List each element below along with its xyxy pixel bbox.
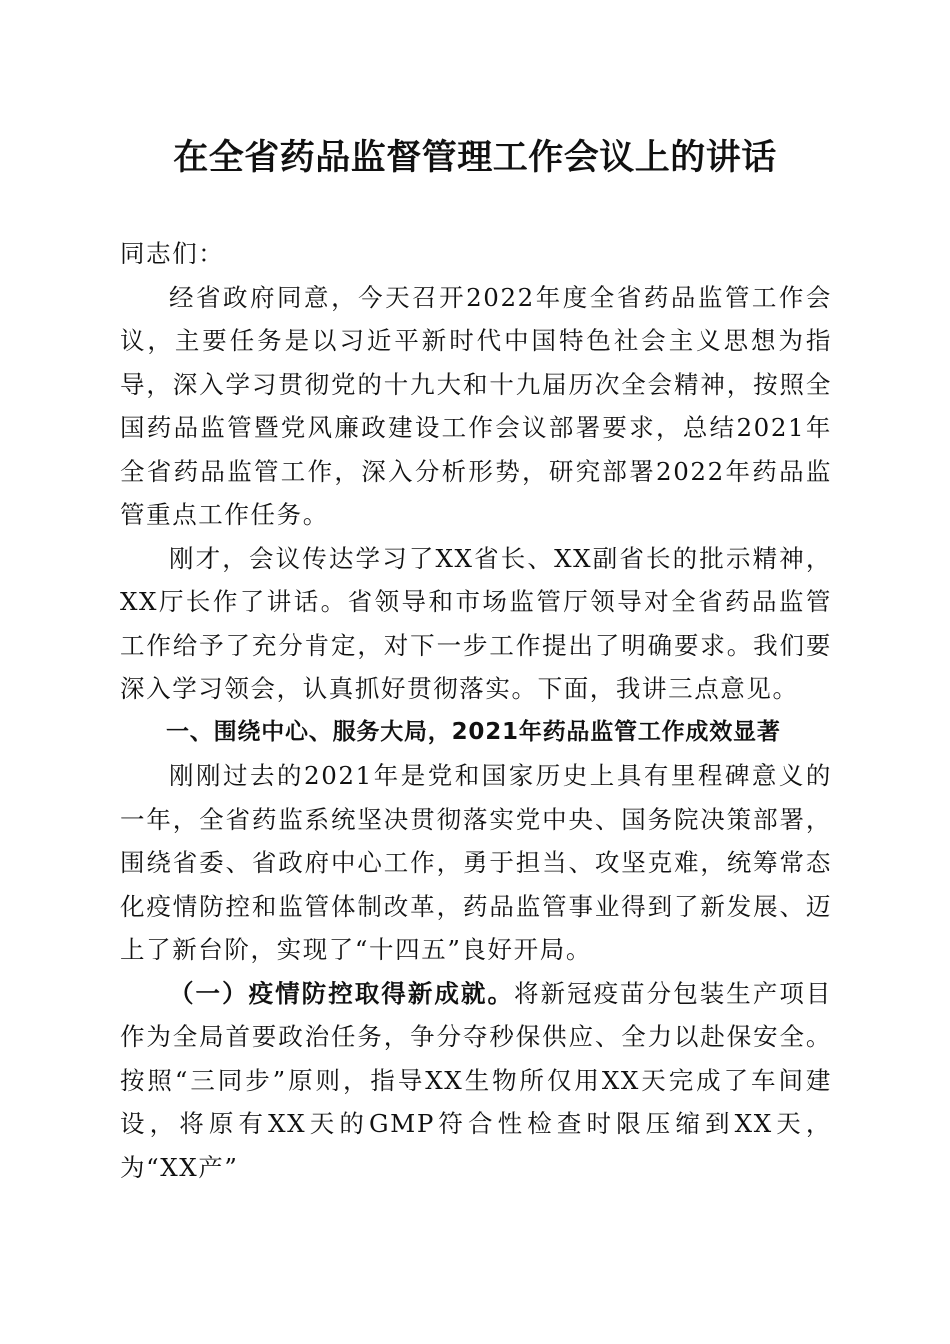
document-body (120, 232, 832, 1189)
item1-text: 将新冠疫苗分包装生产项目作为全局首要政治任务，争分夺秒保供应、全力以赴保安全。按照“三同步”原则，指导XX生物所仅用XX天完成了车间建设，将原有XX天的GMP符合性检查时限压缩到XX天，为“XX产” (120, 978, 832, 1182)
paragraph-section1: 刚刚过去的2021年是党和国家历史上具有里程碑意义的一年，全省药监系统坚决贯彻落实党中央、国务院决策部署，围绕省委、省政府中心工作，勇于担当、攻坚克难，统筹常态化疫情防控和监管体制改革，药品监管事业得到了新发展、迈上了新台阶，实现了“十四五”良好开局。 (120, 761, 832, 964)
paragraph-remarks: 刚才，会议传达学习了XX省长、XX副省长的批示精神，XX厅长作了讲话。省领导和市场监管厅领导对全省药品监管工作给予了充分肯定，对下一步工作提出了明确要求。我们要深入学习领会，认真抓好贯彻落实。下面，我讲三点意见。 (120, 543, 832, 703)
document-title: 在全省药品监督管理工作会议上的讲话 (173, 137, 777, 178)
paragraph-item1 (120, 972, 832, 1190)
section-heading-1: 一、围绕中心、服务大局，2021年药品监管工作成效显著 (166, 718, 781, 745)
paragraph-intro: 经省政府同意，今天召开2022年度全省药品监管工作会议，主要任务是以习近平新时代中国特色社会主义思想为指导，深入学习贯彻党的十九大和十九届历次全会精神，按照全国药品监管暨党风廉政建设工作会议部署要求，总结2021年全省药品监管工作，深入分析形势，研究部署2022年药品监管重点工作任务。 (120, 282, 832, 529)
salutation: 同志们： (120, 239, 225, 268)
item1-heading: （一）疫情防控取得新成就。 (169, 978, 514, 1008)
